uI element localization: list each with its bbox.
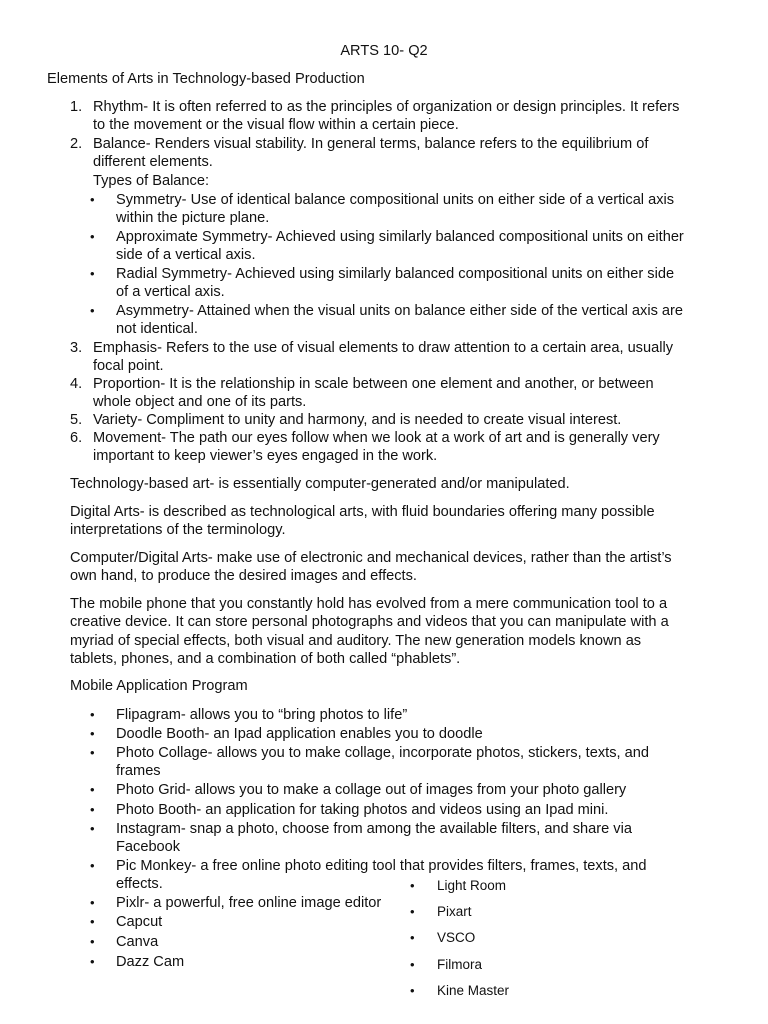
bullet-icon: • (90, 895, 95, 910)
item-line: Doodle Booth- an Ipad application enables you to doodle (116, 726, 483, 742)
item-line: Rhythm- It is often referred to as the principles of organization or design principles. It refers (93, 99, 680, 115)
item-line: VSCO (437, 930, 476, 945)
item-line: Kine Master (437, 983, 510, 998)
bullet-icon: • (90, 745, 95, 760)
item-number: 6. (70, 430, 83, 446)
paragraph-line: myriad of special effects, both visual and auditory. The new generation models known as (70, 632, 642, 649)
paragraph-line: Mobile Application Program (70, 678, 248, 694)
item-line: Light Room (437, 878, 507, 893)
bullet-icon: • (410, 930, 415, 945)
item-line: effects. (116, 876, 163, 893)
bullet-icon: • (90, 782, 95, 797)
item-number: 5. (70, 412, 83, 428)
item-number: 4. (70, 376, 83, 392)
bullet-icon: • (90, 229, 95, 244)
bullet-icon: • (90, 802, 95, 817)
paragraph (70, 677, 720, 695)
item-line: Pic Monkey- a free online photo editing tool that provides filters, frames, texts, and (116, 858, 647, 874)
paragraph-line: own hand, to produce the desired images and effects. (70, 568, 417, 585)
bullet-icon: • (90, 914, 95, 929)
page-title: ARTS 10- Q2 (340, 43, 428, 59)
item-line: important to keep viewer’s eyes engaged in the work. (93, 448, 438, 465)
item-number: 1. (70, 99, 83, 115)
item-line: side of a vertical axis. (116, 247, 256, 264)
bullet-icon: • (410, 957, 415, 972)
item-line: Facebook (116, 839, 181, 856)
item-line: Radial Symmetry- Achieved using similarly balanced compositional units on either side (116, 266, 675, 282)
bullet-icon: • (410, 983, 415, 998)
item-line: Photo Grid- allows you to make a collage out of images from your photo gallery (116, 782, 627, 798)
bullet-icon: • (410, 904, 415, 919)
item-line: Proportion- It is the relationship in scale between one element and another, or between (93, 376, 654, 392)
paragraph (70, 595, 720, 668)
item-line: Pixlr- a powerful, free online image editor (116, 895, 382, 911)
item-line: Variety- Compliment to unity and harmony, and is needed to create visual interest. (93, 412, 622, 428)
item-line: Movement- The path our eyes follow when we look at a work of art and is generally very (93, 430, 660, 446)
item-line: not identical. (116, 321, 198, 338)
item-line: of a vertical axis. (116, 284, 225, 301)
item-line: Photo Booth- an application for taking photos and videos using an Ipad mini. (116, 802, 609, 818)
paragraph-line: Computer/Digital Arts- make use of electronic and mechanical devices, rather than the artist’s (70, 550, 672, 566)
paragraph-line: The mobile phone that you constantly hold has evolved from a mere communication tool to a (70, 596, 668, 612)
item-line: Filmora (437, 957, 483, 972)
item-line: Canva (116, 934, 159, 950)
item-line: different elements. (93, 154, 213, 171)
item-line: Asymmetry- Attained when the visual units on balance either side of the vertical axis are (116, 303, 684, 319)
bullet-icon: • (90, 858, 95, 873)
item-line: to the movement or the visual flow within a certain piece. (93, 117, 459, 134)
bullet-icon: • (90, 192, 95, 207)
bullet-icon: • (90, 954, 95, 969)
bullet-icon: • (410, 878, 415, 893)
item-line: Capcut (116, 914, 163, 930)
item-line: Pixart (437, 904, 472, 919)
item-line: Approximate Symmetry- Achieved using similarly balanced compositional units on either (116, 229, 684, 245)
paragraph (70, 503, 720, 540)
bullet-icon: • (90, 266, 95, 281)
section-heading: Elements of Arts in Technology-based Production (47, 71, 365, 87)
paragraph-line: Technology-based art- is essentially computer-generated and/or manipulated. (70, 476, 570, 492)
paragraph (70, 549, 720, 586)
paragraph-line: tablets, phones, and a combination of both called “phablets”. (70, 650, 461, 667)
item-line: Instagram- snap a photo, choose from among the available filters, and share via (116, 821, 632, 837)
bullet-icon: • (90, 934, 95, 949)
balance-types-label: Types of Balance: (93, 173, 210, 189)
item-line: Balance- Renders visual stability. In general terms, balance refers to the equilibrium of (93, 136, 649, 152)
paragraph-line: Digital Arts- is described as technological arts, with fluid boundaries offering many possible (70, 504, 655, 520)
bullet-icon: • (90, 707, 95, 722)
item-line: Photo Collage- allows you to make collage, incorporate photos, stickers, texts, and (116, 745, 649, 761)
bullet-icon: • (90, 821, 95, 836)
bullet-icon: • (90, 726, 95, 741)
item-number: 2. (70, 136, 83, 152)
item-line: focal point. (93, 358, 164, 375)
bullet-icon: • (90, 303, 95, 318)
item-line: Symmetry- Use of identical balance compositional units on either side of a vertical axis (116, 192, 675, 208)
item-line: Flipagram- allows you to “bring photos to life” (116, 707, 408, 723)
paragraph (70, 475, 720, 493)
paragraph-line: interpretations of the terminology. (70, 522, 286, 539)
item-line: within the picture plane. (116, 210, 270, 227)
item-line: Dazz Cam (116, 954, 185, 970)
item-line: frames (116, 763, 161, 780)
item-number: 3. (70, 340, 83, 356)
item-line: Emphasis- Refers to the use of visual elements to draw attention to a certain area, usually (93, 340, 673, 356)
item-line: whole object and one of its parts. (93, 394, 307, 411)
paragraph-line: creative device. It can store personal photographs and videos that you can manipulate with a (70, 614, 669, 631)
